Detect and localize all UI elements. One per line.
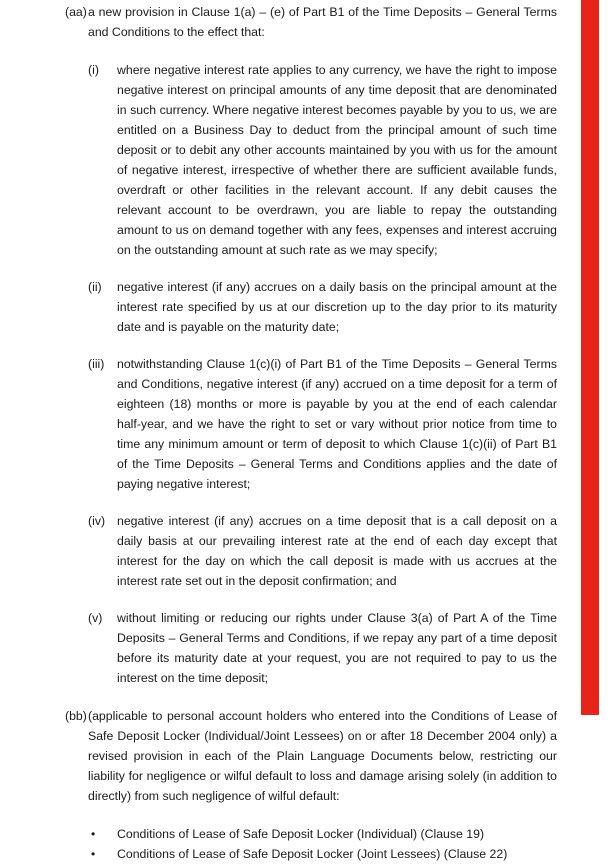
clause-bb-paragraph [65, 706, 557, 806]
subclause-v-paragraph [88, 608, 557, 688]
subclause-iii-marker: (iii) [88, 357, 105, 371]
clause-bb-text: (applicable to personal account holders who entered into the Conditions of Lease of Safe Deposit Locker (Individual/Joint Lessees) on or after 18 December 2004 only) a revised provision in each of the Plain Language Documents below, restricting our liability for negligence or wilful default to loss and damage arising solely (in addition to directly) from such negligence of wilful default: [88, 709, 557, 803]
clause-aa-text: a new provision in Clause 1(a) – (e) of Part B1 of the Time Deposits – General Terms and Conditions to the effect that: [88, 5, 557, 39]
subclause-iii-paragraph [88, 354, 557, 494]
subclause-ii-marker: (ii) [88, 280, 102, 294]
subclause-i [0, 60, 565, 260]
clause-aa-paragraph [65, 2, 557, 42]
bullet-icon: • [91, 827, 96, 841]
bullet-icon: • [91, 847, 96, 861]
clause-aa [0, 2, 565, 42]
subclause-ii-paragraph [88, 277, 557, 337]
subclause-v-text: without limiting or reducing our rights under Clause 3(a) of Part A of the Time Deposits – General Terms and Conditions, if we repay any part of a time deposit before its maturity date at your request, you are not required to pay to us the interest on the time deposit; [117, 611, 557, 685]
subclause-ii [0, 277, 565, 337]
subclause-iii [0, 354, 565, 494]
subclause-i-paragraph [88, 60, 557, 260]
list-item [91, 844, 557, 864]
subclause-iv [0, 511, 565, 591]
subclause-iv-marker: (iv) [88, 514, 106, 528]
subclause-v-marker: (v) [88, 611, 103, 625]
list-item-label: Conditions of Lease of Safe Deposit Locker (Individual) (Clause 19) [117, 827, 485, 841]
list-item-label: Conditions of Lease of Safe Deposit Locker (Joint Lessees) (Clause 22) [117, 847, 508, 861]
list-item [91, 824, 557, 844]
subclause-v [0, 608, 565, 688]
clause-aa-marker: (aa) [65, 5, 87, 19]
plain-language-documents-list [0, 824, 565, 864]
subclause-ii-text: negative interest (if any) accrues on a daily basis on the principal amount at the interest rate specified by us at our discretion up to the day prior to its maturity date and is payable on the maturity date; [117, 280, 557, 334]
red-side-rule [581, 0, 599, 715]
clause-bb-marker: (bb) [65, 709, 87, 723]
subclause-iii-text: notwithstanding Clause 1(c)(i) of Part B1 of the Time Deposits – General Terms and Conditions, negative interest (if any) accrued on a time deposit for a term of eighteen (18) months or more is payable by you at the end of each calendar half-year, and we have the right to set or vary without prior notice from time to time any minimum amount or term of deposit to which Clause 1(c)(ii) of Part B1 of the Time Deposits – General Terms and Conditions applies and the date of paying negative interest; [117, 357, 557, 491]
clause-bb [0, 706, 565, 806]
subclause-i-text: where negative interest rate applies to any currency, we have the right to impose negative interest on principal amounts of any time deposit that are denominated in such currency. Where negative interest becomes payable by you to us, we are entitled on a Business Day to deduct from the principal amount of such time deposit or to debit any other accounts maintained by you with us for the amount of negative interest, irrespective of whether there are sufficient available funds, overdraft or other facilities in the relevant account. If any debit causes the relevant account to be overdrawn, you are liable to repay the outstanding amount to us on demand together with any fees, expenses and interest accruing on the outstanding amount at such rate as we may specify; [117, 63, 557, 257]
subclause-iv-paragraph [88, 511, 557, 591]
subclause-i-marker: (i) [88, 63, 99, 77]
subclause-iv-text: negative interest (if any) accrues on a time deposit that is a call deposit on a daily basis at our prevailing interest rate at the end of each day except that interest for the day on which the call deposit is made with us accrues at the interest rate set out in the deposit confirmation; and [117, 514, 557, 588]
